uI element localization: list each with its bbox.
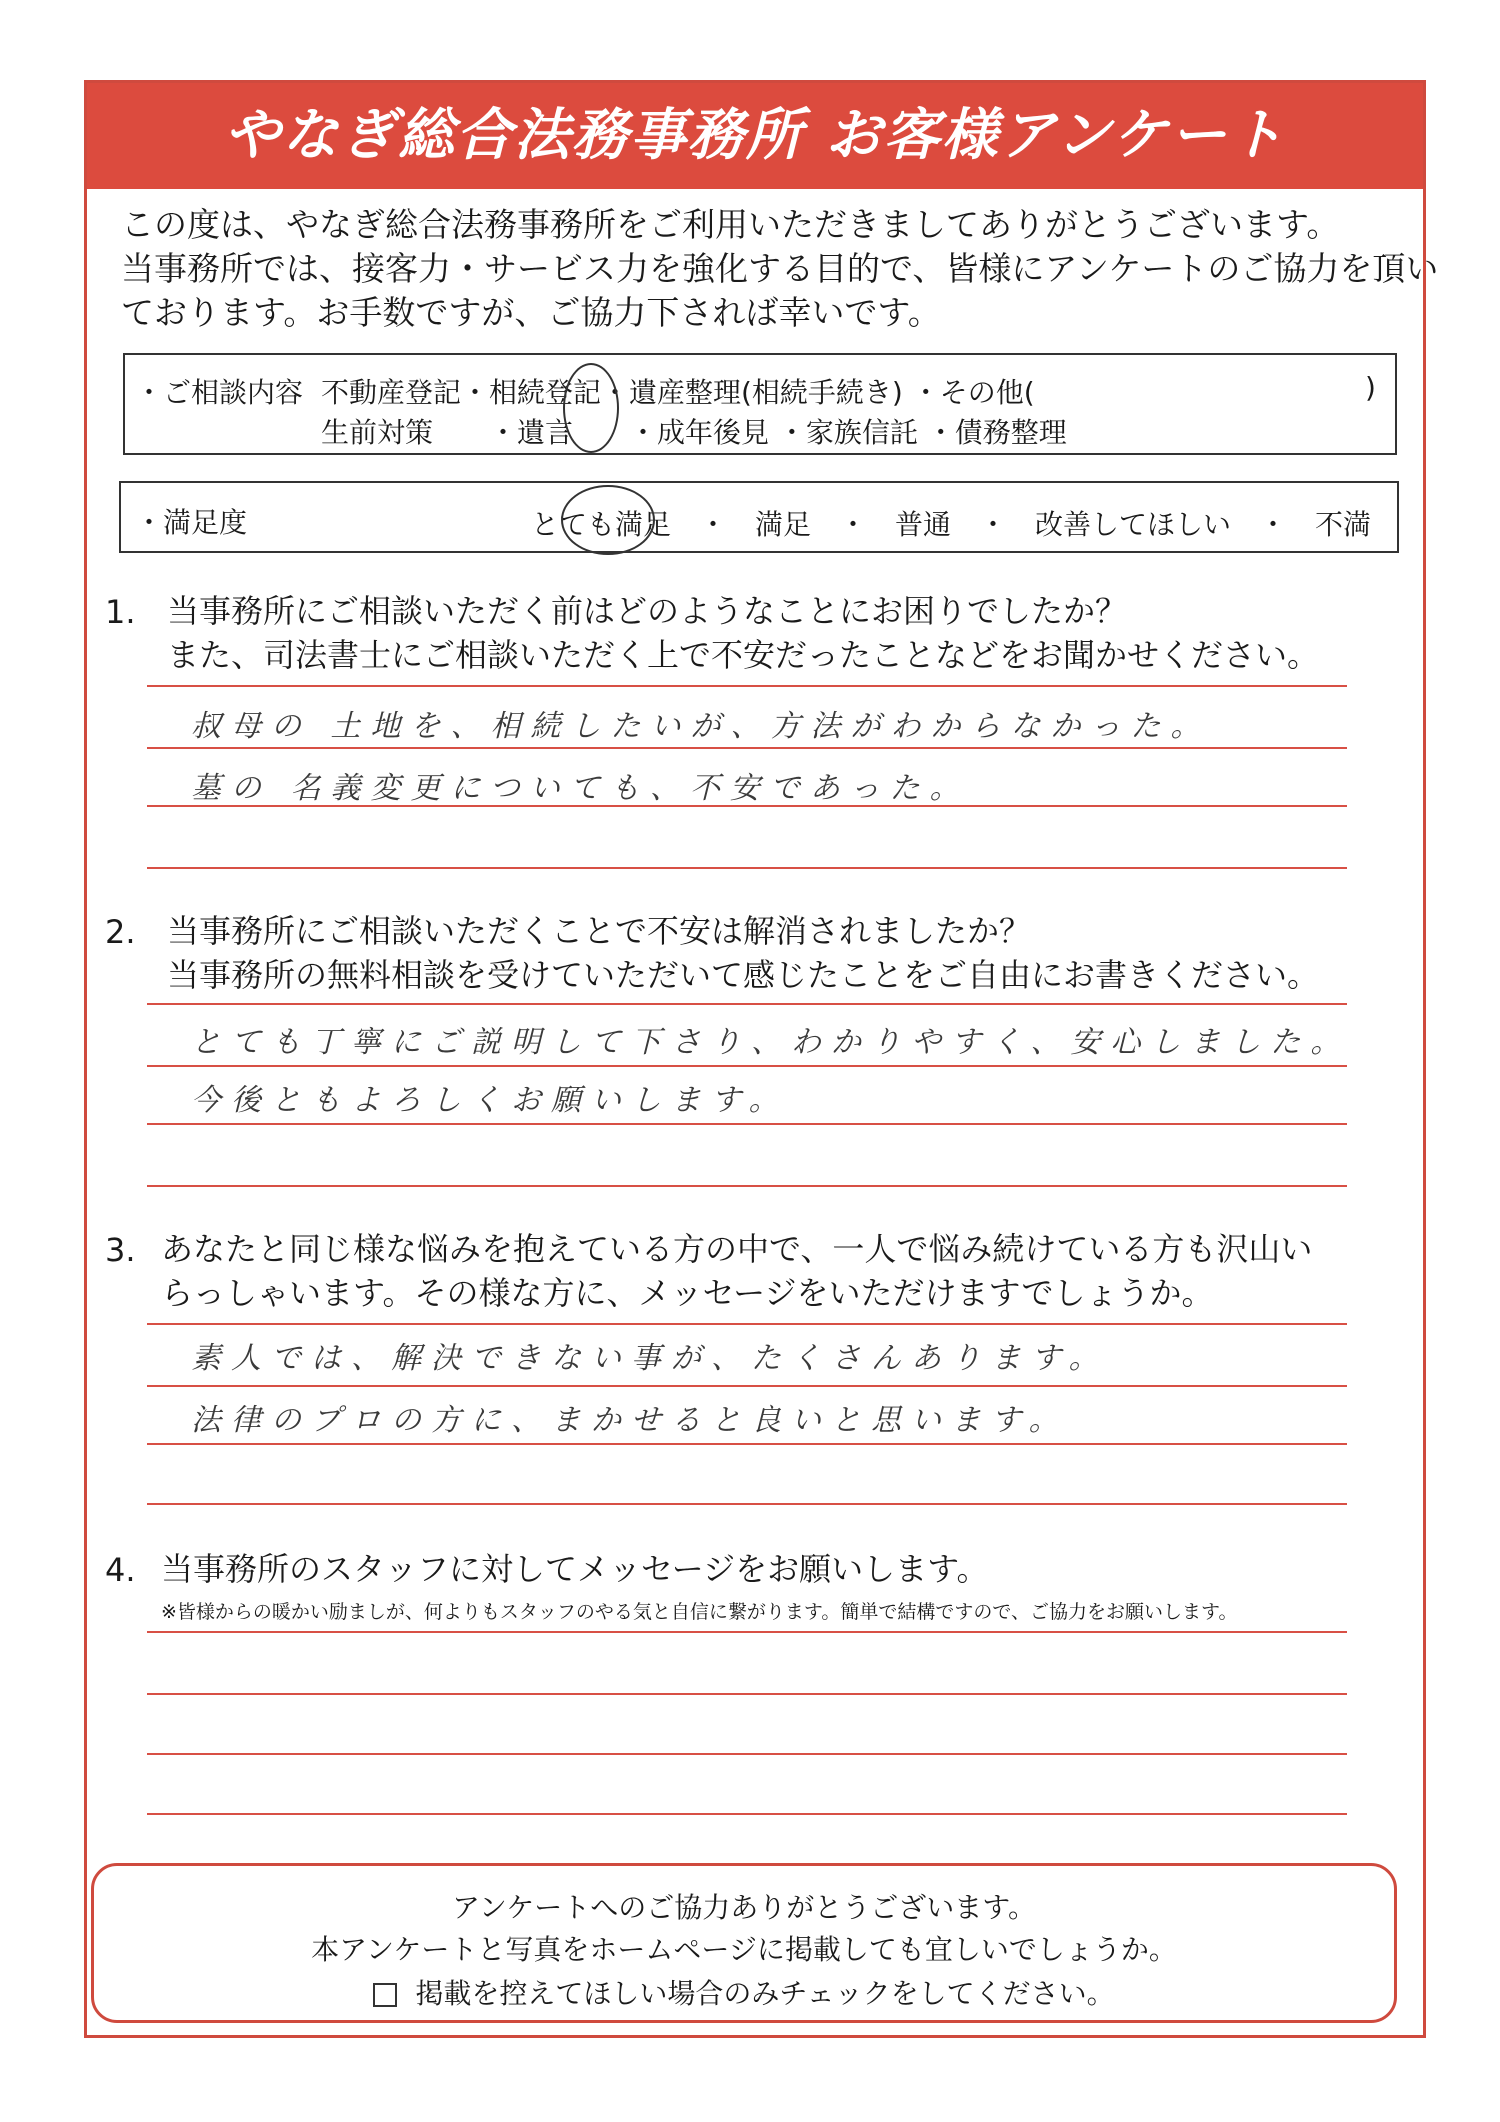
q2-number: 2. (105, 913, 136, 951)
selection-circle-very-satisfied (561, 485, 655, 555)
intro-line-2: 当事務所では、接客力・サービス力を強化する目的で、皆様にアンケートのご協力を頂い (121, 249, 1439, 288)
intro-line-1: この度は、やなぎ総合法務事務所をご利用いただきましてありがとうございます。 (121, 205, 1340, 244)
q2-answer-1: とても丁寧にご説明して下さり、わかりやすく、安心しました。 (191, 1025, 1351, 1060)
q1-answer-2: 墓の 名義変更についても、不安であった。 (191, 771, 970, 806)
q2-line-1: 当事務所にご相談いただくことで不安は解消されましたか？ (167, 912, 1032, 950)
consultation-box (123, 353, 1397, 455)
satisfaction-options: とても満足 ・ 満足 ・ 普通 ・ 改善してほしい ・ 不満 (531, 508, 1372, 541)
answer-rule (147, 1631, 1347, 1633)
q4-number: 4. (105, 1551, 136, 1589)
q1-answer-1: 叔母の 土地を、相続したいが、方法がわからなかった。 (191, 709, 1211, 744)
satisfaction-label: ・満足度 (135, 506, 248, 539)
answer-rule (147, 685, 1347, 687)
answer-rule (147, 1003, 1347, 1005)
q3-line-1: あなたと同じ様な悩みを抱えている方の中で、一人で悩み続けている方も沢山い (161, 1230, 1313, 1268)
answer-rule (147, 1323, 1347, 1325)
q2-line-2: 当事務所の無料相談を受けていただいて感じたことをご自由にお書きください。 (167, 956, 1320, 994)
selection-circle-souzoku (563, 363, 619, 453)
intro-text (121, 203, 1439, 335)
answer-rule (147, 1385, 1347, 1387)
answer-rule (147, 1123, 1347, 1125)
answer-rule (147, 1753, 1347, 1755)
answer-rule (147, 1813, 1347, 1815)
q4-note: ※皆様からの暖かい励ましが、何よりもスタッフのやる気と自信に繋がります。簡単で結構ですので、ご協力をお願いします。 (161, 1601, 1238, 1623)
q1-number: 1. (105, 593, 136, 631)
answer-rule (147, 805, 1347, 807)
answer-rule (147, 867, 1347, 869)
answer-rule (147, 1185, 1347, 1187)
q2-answer-2: 今後ともよろしくお願いします。 (191, 1083, 789, 1118)
q1-line-2: また、司法書士にご相談いただく上で不安だったことなどをお聞かせください。 (167, 636, 1320, 674)
consultation-options-row-1: 不動産登記・相続登記・遺産整理(相続手続き) ・その他( (321, 376, 1035, 409)
footer-question: 本アンケートと写真をホームページに掲載しても宜しいでしょうか。 (311, 1933, 1177, 1966)
opt-out-checkbox[interactable] (373, 1983, 397, 2007)
answer-rule (147, 1693, 1347, 1695)
answer-rule (147, 747, 1347, 749)
footer-thanks: アンケートへのご協力ありがとうございます。 (451, 1891, 1037, 1924)
q3-line-2: らっしゃいます。その様な方に、メッセージをいただけますでしょうか。 (161, 1274, 1214, 1312)
consultation-label: ・ご相談内容 (135, 376, 304, 409)
q4-line-1: 当事務所のスタッフに対してメッセージをお願いします。 (161, 1550, 989, 1588)
consultation-options-row-2: 生前対策 ・遺言 ・成年後見 ・家族信託 ・債務整理 (321, 416, 1067, 449)
publication-consent-box (91, 1863, 1397, 2023)
survey-title: やなぎ総合法務事務所 お客様アンケート (87, 83, 1423, 189)
q3-answer-2: 法律のプロの方に、まかせると良いと思います。 (191, 1403, 1069, 1438)
intro-line-3: ております。お手数ですが、ご協力下されば幸いです。 (121, 293, 941, 332)
footer-checkbox-label: 掲載を控えてほしい場合のみチェックをしてください。 (415, 1977, 1115, 2010)
footer-checkbox-row (94, 1972, 1394, 2012)
q3-number: 3. (105, 1231, 136, 1269)
answer-rule (147, 1503, 1347, 1505)
q1-line-1: 当事務所にご相談いただく前はどのようなことにお困りでしたか？ (167, 592, 1128, 630)
answer-rule (147, 1443, 1347, 1445)
consultation-other-close: ) (1365, 371, 1376, 404)
q3-answer-1: 素人では、解決できない事が、たくさんあります。 (191, 1341, 1109, 1376)
survey-form (84, 80, 1439, 2038)
satisfaction-box (119, 481, 1399, 553)
answer-rule (147, 1065, 1347, 1067)
